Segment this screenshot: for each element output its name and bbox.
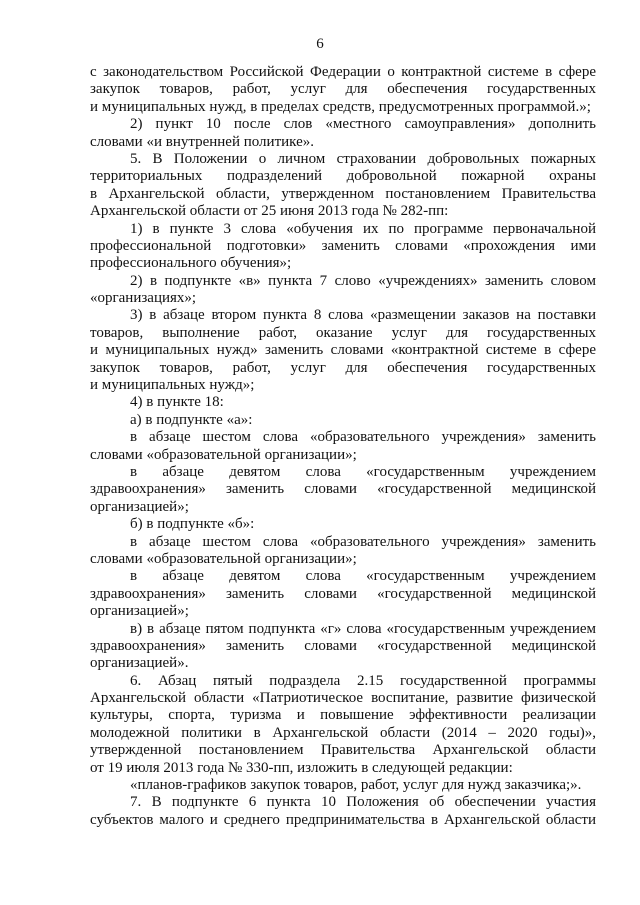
text-line: от 19 июля 2013 года № 330-пп, изложить в следующей редакции:	[90, 759, 513, 776]
text-line: словами «образовательной организации»;	[90, 446, 357, 463]
text-line: товаров, выполнение работ, оказание услуг для государственных	[90, 324, 596, 341]
text-line: территориальных подразделений добровольной пожарной охраны	[90, 168, 596, 185]
text-line: профессионального обучения»;	[90, 255, 292, 272]
text-line: 2) в подпункте «в» пункта 7 слово «учреждениях» заменить словом	[130, 272, 596, 289]
text-line: в) в абзаце пятом подпункта «г» слова «государственным учреждением	[130, 620, 596, 637]
text-line: здравоохранения» заменить словами «государственной медицинской	[90, 637, 596, 654]
text-line: в абзаце шестом слова «образовательного учреждения» заменить	[130, 429, 596, 446]
document-body	[90, 64, 596, 829]
text-line: в Архангельской области, утвержденном постановлением Правительства	[90, 185, 596, 202]
text-line: организацией».	[90, 655, 189, 672]
text-line: и муниципальных нужд» заменить словами «контрактной системе в сфере	[90, 342, 596, 359]
text-line: организацией»;	[90, 498, 189, 515]
text-line: закупок товаров, работ, услуг для обеспечения государственных	[90, 81, 596, 98]
text-line: Архангельской области «Патриотическое воспитание, развитие физической	[90, 690, 596, 707]
text-line: 6. Абзац пятый подраздела 2.15 государственной программы	[130, 672, 596, 689]
text-line: б) в подпункте «б»:	[130, 516, 255, 533]
text-line: профессиональной подготовки» заменить словами «прохождения ими	[90, 237, 596, 254]
text-line: субъектов малого и среднего предпринимательства в Архангельской области	[90, 811, 596, 828]
text-line: в абзаце девятом слова «государственным учреждением	[130, 568, 596, 585]
text-line: 3) в абзаце втором пункта 8 слова «размещении заказов на поставки	[130, 307, 596, 324]
text-line: здравоохранения» заменить словами «государственной медицинской	[90, 481, 596, 498]
text-line: и муниципальных нужд»;	[90, 377, 255, 394]
text-line: «планов-графиков закупок товаров, работ, услуг для нужд заказчика;».	[130, 777, 582, 794]
text-line: здравоохранения» заменить словами «государственной медицинской	[90, 585, 596, 602]
text-line: в абзаце шестом слова «образовательного учреждения» заменить	[130, 533, 596, 550]
text-line: 5. В Положении о личном страховании добровольных пожарных	[130, 150, 596, 167]
text-line: молодежной политики в Архангельской области (2014 – 2020 годы)»,	[90, 724, 596, 741]
text-line: закупок товаров, работ, услуг для обеспечения государственных	[90, 359, 596, 376]
text-line: 1) в пункте 3 слова «обучения их по программе первоначальной	[130, 220, 596, 237]
text-line: словами «и внутренней политике».	[90, 133, 314, 150]
page-number: 6	[316, 36, 324, 52]
text-line: «организациях»;	[90, 290, 197, 307]
text-line: Архангельской области от 25 июня 2013 года № 282-пп:	[90, 203, 449, 220]
text-line: организацией»;	[90, 603, 189, 620]
text-line: с законодательством Российской Федерации о контрактной системе в сфере	[90, 64, 596, 80]
text-line: 7. В подпункте 6 пункта 10 Положения об обеспечении участия	[130, 794, 596, 811]
text-line: культуры, спорта, туризма и повышение эффективности реализации	[90, 707, 596, 724]
text-line: 2) пункт 10 после слов «местного самоуправления» дополнить	[130, 116, 596, 133]
text-line: утвержденной постановлением Правительства Архангельской области	[90, 742, 596, 759]
text-line: словами «образовательной организации»;	[90, 550, 357, 567]
text-line: в абзаце девятом слова «государственным учреждением	[130, 463, 596, 480]
text-line: а) в подпункте «а»:	[130, 411, 253, 428]
text-line: 4) в пункте 18:	[130, 394, 224, 411]
text-line: и муниципальных нужд, в пределах средств, предусмотренных программой.»;	[90, 98, 591, 115]
